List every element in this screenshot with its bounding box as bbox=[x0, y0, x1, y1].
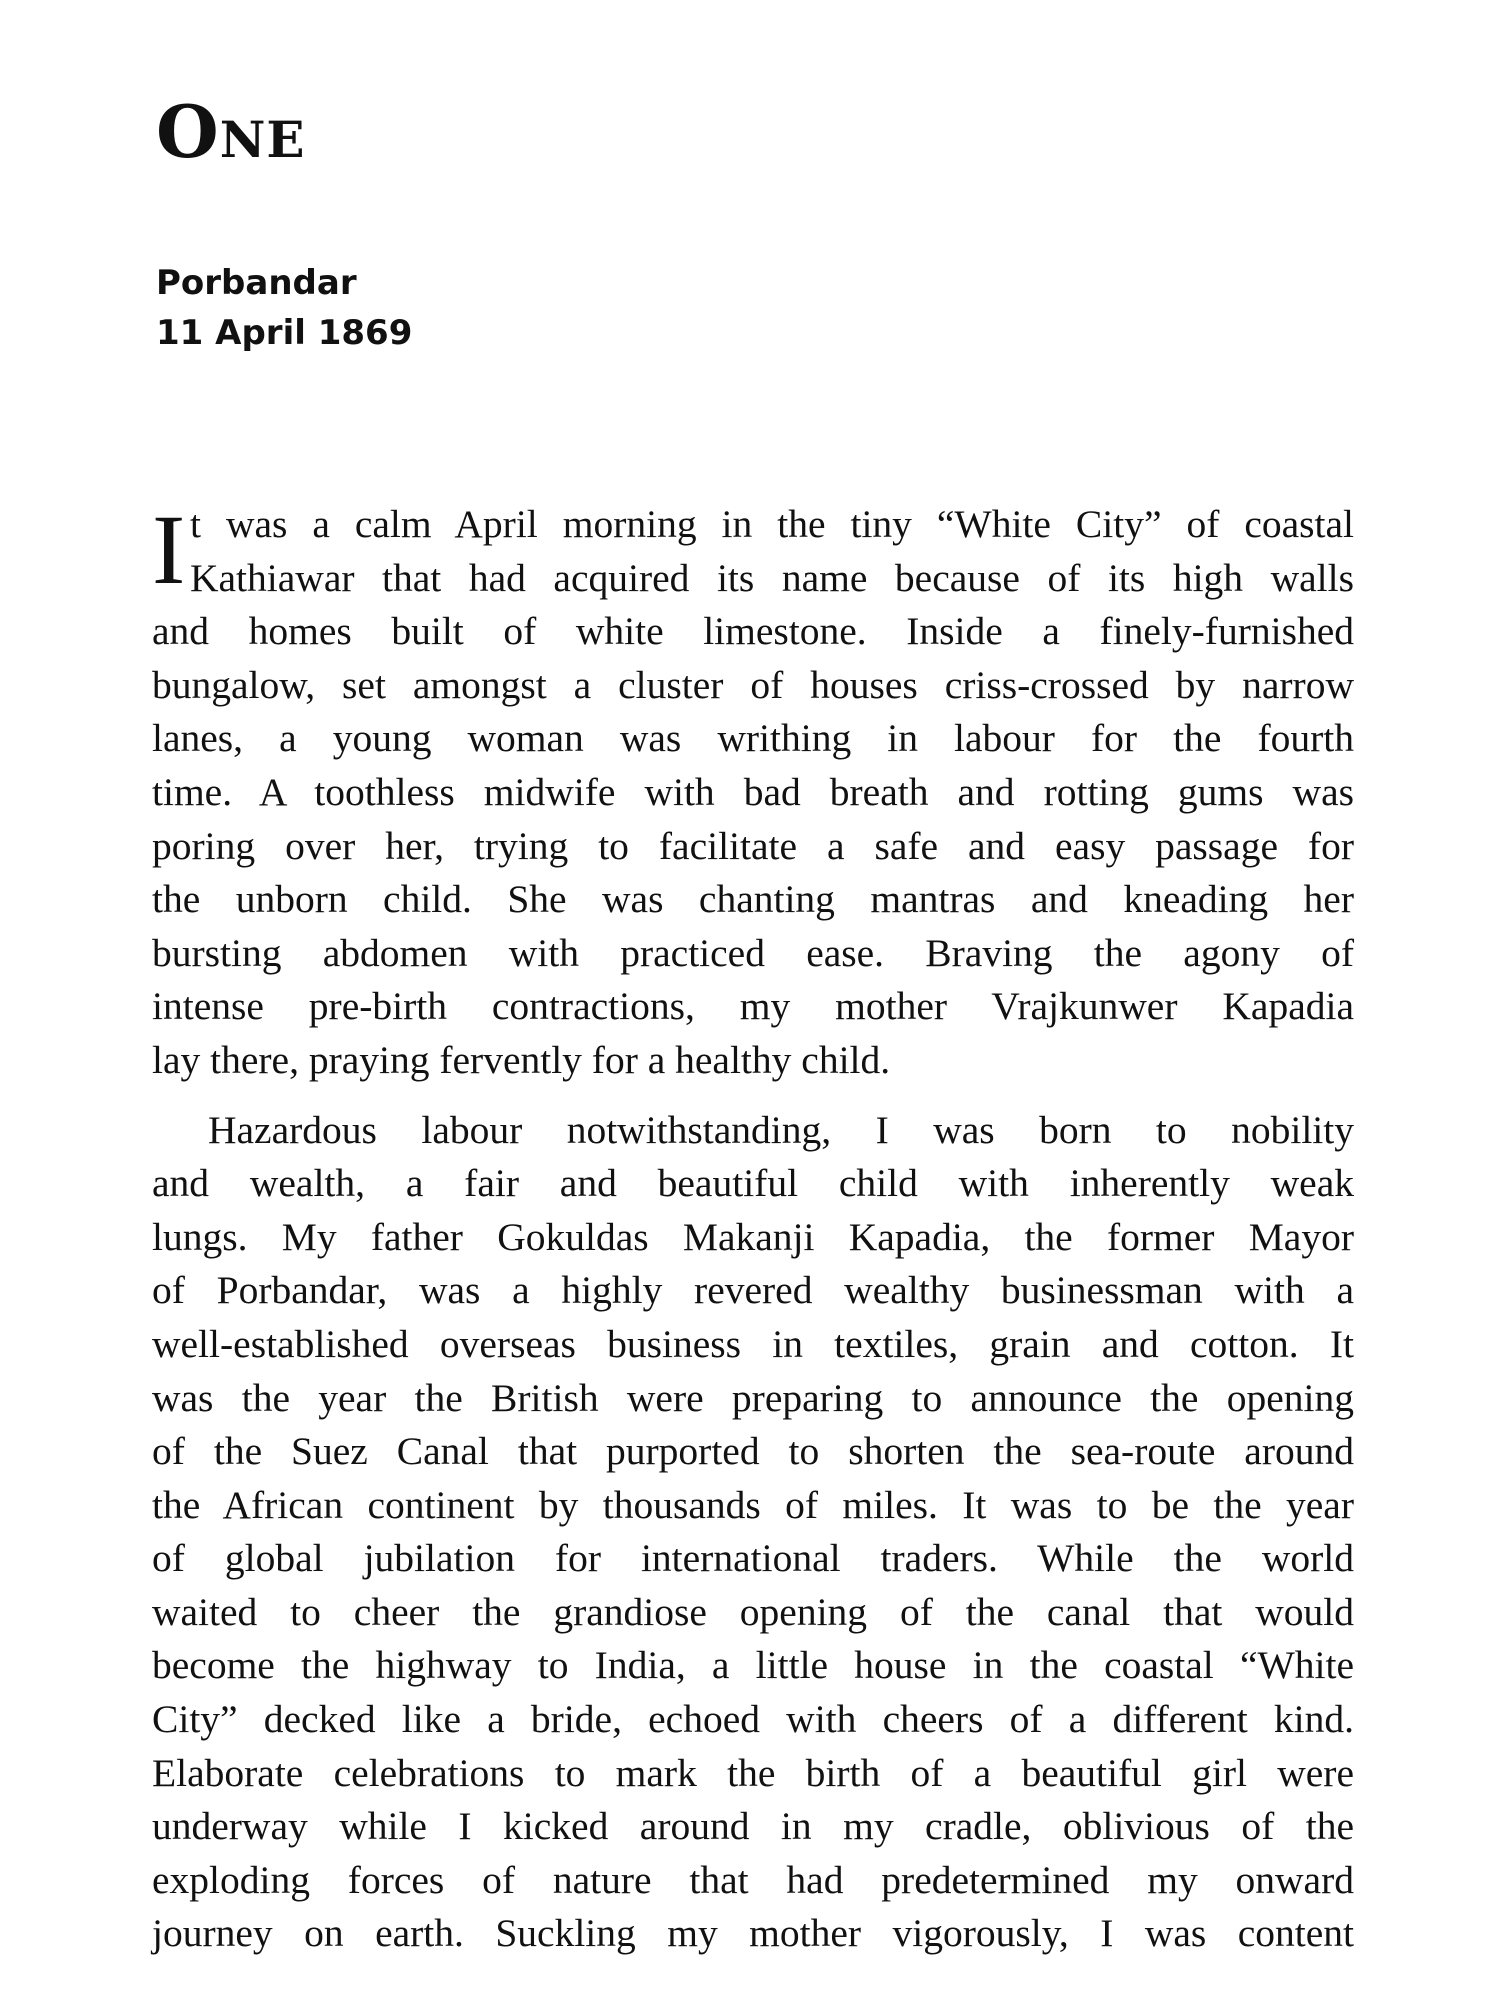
paragraph-line: lanes, a young woman was writhing in labour for the fourth bbox=[152, 716, 1354, 761]
paragraph-line: waited to cheer the grandiose opening of the canal that would bbox=[152, 1589, 1354, 1634]
paragraph-line: poring over her, trying to facilitate a safe and easy passage for bbox=[152, 823, 1354, 868]
paragraph-line: intense pre-birth contractions, my mother Vrajkunwer Kapadia bbox=[152, 984, 1354, 1029]
drop-cap: I bbox=[152, 494, 186, 605]
paragraph-line: and wealth, a fair and beautiful child with inherently weak bbox=[152, 1161, 1354, 1206]
chapter-title: One bbox=[156, 89, 306, 174]
paragraph-line: underway while I kicked around in my cradle, oblivious of the bbox=[152, 1804, 1354, 1849]
paragraph-line: of global jubilation for international traders. While the world bbox=[152, 1536, 1354, 1581]
paragraph-line: the African continent by thousands of miles. It was to be the year bbox=[152, 1482, 1354, 1527]
paragraph-line: was the year the British were preparing to announce the opening bbox=[152, 1375, 1354, 1420]
paragraph-line: Elaborate celebrations to mark the birth of a beautiful girl were bbox=[152, 1750, 1354, 1795]
paragraph-line: lay there, praying fervently for a healthy child. bbox=[152, 1037, 891, 1082]
paragraph-line: exploding forces of nature that had predetermined my onward bbox=[152, 1857, 1354, 1902]
paragraph-line: Kathiawar that had acquired its name because of its high walls bbox=[190, 555, 1354, 600]
paragraph-line: and homes built of white limestone. Inside a finely-furnished bbox=[152, 609, 1354, 654]
paragraph-line: I t was a calm April morning in the tiny “White City” of coastal bbox=[152, 494, 1354, 605]
paragraph-line: bungalow, set amongst a cluster of houses criss-crossed by narrow bbox=[152, 662, 1354, 707]
place-name: Porbandar bbox=[156, 263, 357, 303]
paragraph-line: well-established overseas business in textiles, grain and cotton. It bbox=[152, 1321, 1354, 1366]
paragraph-line: City” decked like a bride, echoed with cheers of a different kind. bbox=[152, 1697, 1354, 1742]
paragraph-2 bbox=[152, 1104, 1354, 1962]
paragraph-line: bursting abdomen with practiced ease. Braving the agony of bbox=[152, 930, 1354, 975]
paragraph-line: time. A toothless midwife with bad breath and rotting gums was bbox=[152, 769, 1354, 814]
paragraph-line: journey on earth. Suckling my mother vigorously, I was content bbox=[152, 1911, 1354, 1956]
paragraph-1 bbox=[152, 494, 1354, 1088]
paragraph-line: the unborn child. She was chanting mantras and kneading her bbox=[152, 877, 1354, 922]
paragraph-line: become the highway to India, a little house in the coastal “White bbox=[152, 1643, 1354, 1688]
date-line: 11 April 1869 bbox=[156, 313, 413, 353]
paragraph-line: of Porbandar, was a highly revered wealthy businessman with a bbox=[152, 1268, 1354, 1313]
paragraph-line: Hazardous labour notwithstanding, I was born to nobility bbox=[208, 1107, 1354, 1152]
body-text bbox=[152, 494, 1354, 1961]
paragraph-line: of the Suez Canal that purported to shorten the sea-route around bbox=[152, 1429, 1354, 1474]
paragraph-line: lungs. My father Gokuldas Makanji Kapadia, the former Mayor bbox=[152, 1214, 1354, 1259]
place-date-heading bbox=[156, 258, 412, 358]
